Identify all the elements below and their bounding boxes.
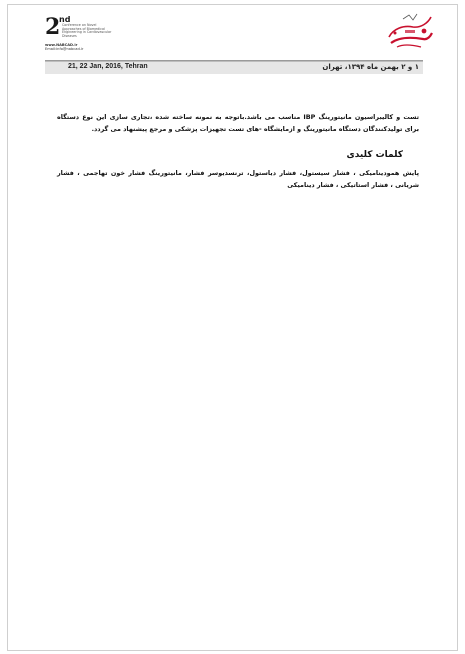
conference-title-line: Engineering in Cardiovascular	[62, 30, 112, 35]
keywords-heading: کلمات کلیدی	[346, 150, 403, 160]
conference-logo-icon	[383, 11, 435, 53]
edition-suffix: nd	[59, 15, 71, 24]
edition-number: 2	[45, 14, 61, 40]
conference-title-line: Conference on Novel	[62, 23, 97, 27]
date-bar	[45, 61, 423, 74]
heart-logo-icon	[383, 11, 435, 53]
conference-title	[62, 24, 137, 38]
conference-header	[45, 15, 155, 55]
date-persian: ۱ و ۲ بهمن ماه ۱۳۹۴، تهران	[322, 63, 419, 71]
date-english: 21, 22 Jan, 2016, Tehran	[68, 63, 148, 70]
conference-title-line: Approaches of Biomedical	[62, 26, 105, 31]
document-page	[7, 4, 458, 651]
conclusion-paragraph: تست و کالیبراسیون مانیتورینگ IBP مناسب می باشد.باتوجه به نمونه ساخته شده ،تجاری سازی این نوع دستگاه برای تولیدکنندگان دستگاه مانیتورینگ و ازمایشگاه -های تست تجهیزات پزشکی و مرجع پیشنهاد می گردد.	[57, 113, 419, 133]
keywords-text: پایش همودینامیکی ، فشار سیستول، فشار دیاستول، ترنسدیوسر فشار، مانیتورینگ فشار خون تهاجمی ، فشار شریانی ، فشار استاتیکی ، فشار دینامیکی	[57, 169, 419, 189]
conference-title-line: Diseases	[62, 33, 77, 38]
email-text: Email:info@nabcad.ir	[45, 47, 84, 51]
website-link[interactable]: www.NABCAD.ir	[45, 43, 78, 47]
